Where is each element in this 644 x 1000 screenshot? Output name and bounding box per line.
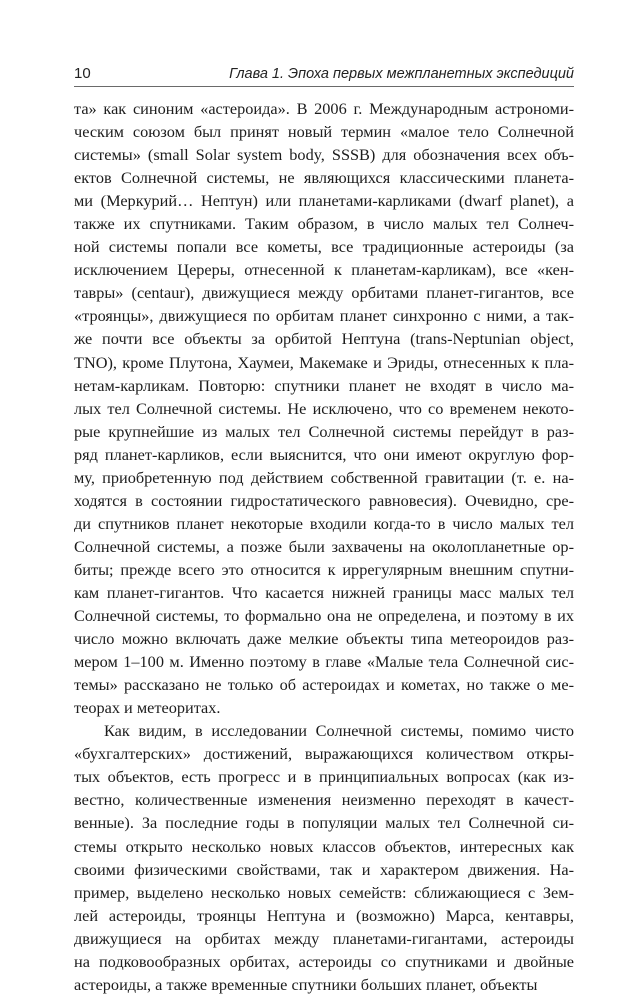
text-line: темы» рассказано не только об астероидах и кометах, но также о ме- xyxy=(74,675,574,695)
text-line: вестно, количественные изменения неизменно переходят в качест- xyxy=(74,790,574,810)
text-line: ми (Меркурий… Нептун) или планетами-карликами (dwarf planet), а xyxy=(74,191,574,211)
text-line: число можно включать даже мелкие объекты типа метеороидов раз- xyxy=(74,629,574,649)
text-line: стемы открыто несколько новых классов объектов, интересных как xyxy=(74,836,574,856)
page-header xyxy=(74,64,574,87)
text-line: «троянцы», движущиеся по орбитам планет синхронно с ними, а так- xyxy=(74,306,574,326)
text-line: ной системы попали все кометы, все традиционные астероиды (за xyxy=(74,237,574,257)
text-line: рые крупнейшие из малых тел Солнечной системы перейдут в раз- xyxy=(74,421,574,441)
text-line: лей астероиды, троянцы Нептуна и (возможно) Марса, кентавры, xyxy=(74,905,574,925)
paragraph xyxy=(74,719,574,996)
text-line: Солнечной системы, то формально она не определена, и поэтому в их xyxy=(74,606,574,626)
page-number: 10 xyxy=(74,65,91,82)
book-page xyxy=(74,0,574,1000)
text-line: астероиды, а также временные спутники больших планет, объекты xyxy=(74,974,538,994)
running-head: Глава 1. Эпоха первых межпланетных экспедиций xyxy=(229,66,574,82)
text-line: ектов Солнечной системы, не являющихся классическими планета- xyxy=(74,168,574,188)
text-line: кам планет-гигантов. Что касается нижней границы масс малых тел xyxy=(74,582,574,602)
text-line: движущиеся на орбитах между планетами-гигантами, астероиды xyxy=(74,928,574,948)
paragraph xyxy=(74,97,574,719)
text-line: нетам-карликам. Повторю: спутники планет не входят в число ма- xyxy=(74,375,574,395)
text-line: же почти все объекты за орбитой Нептуна (trans-Neptunian object, xyxy=(74,329,574,349)
text-line: ряд планет-карликов, если выяснится, что они имеют округлую фор- xyxy=(74,444,574,464)
text-line: му, приобретенную под действием собственной гравитации (т. е. на- xyxy=(74,467,574,487)
text-line: ходятся в состоянии гидростатического равновесия). Очевидно, сре- xyxy=(74,490,574,510)
text-line: пример, выделено несколько новых семейств: сближающиеся с Зем- xyxy=(74,882,574,902)
text-line: теорах и метеоритах. xyxy=(74,698,221,718)
text-line: тых объектов, есть прогресс и в принципиальных вопросах (как из- xyxy=(74,767,574,787)
text-line: лых тел Солнечной системы. Не исключено, что со временем некото- xyxy=(74,398,574,418)
text-line: та» как синоним «астероида». В 2006 г. Международным астрономи- xyxy=(74,99,574,118)
text-line: также их спутниками. Таким образом, в число малых тел Солнеч- xyxy=(74,214,574,234)
text-line: системы» (small Solar system body, SSSB) для обозначения всех объ- xyxy=(74,145,574,165)
text-line: биты; прежде всего это относится к иррегулярным внешним спутни- xyxy=(74,559,574,579)
text-line: венные). За последние годы в популяции малых тел Солнечной си- xyxy=(74,813,574,833)
text-line: исключением Цереры, отнесенной к планетам-карликам), все «кен- xyxy=(74,260,574,280)
text-line: «бухгалтерских» достижений, выражающихся количеством откры- xyxy=(74,744,574,764)
text-line: ди спутников планет некоторые входили когда-то в число малых тел xyxy=(74,513,574,533)
text-line: тавры» (centaur), движущиеся между орбитами планет-гигантов, все xyxy=(74,283,574,303)
text-line: ческим союзом был принят новый термин «малое тело Солнечной xyxy=(74,122,574,142)
text-line: мером 1–100 м. Именно поэтому в главе «Малые тела Солнечной сис- xyxy=(74,652,574,672)
text-line: своими физическими свойствами, так и характером движения. На- xyxy=(74,859,574,879)
text-line: Солнечной системы, а позже были захвачены на околопланетные ор- xyxy=(74,536,574,556)
text-line: на подковообразных орбитах, астероиды со спутниками и двойные xyxy=(74,951,574,971)
text-line: Как видим, в исследовании Солнечной системы, помимо чисто xyxy=(104,721,574,741)
text-line: TNO), кроме Плутона, Хаумеи, Макемаке и Эриды, отнесенных к пла- xyxy=(74,352,574,372)
body-text xyxy=(74,97,574,996)
